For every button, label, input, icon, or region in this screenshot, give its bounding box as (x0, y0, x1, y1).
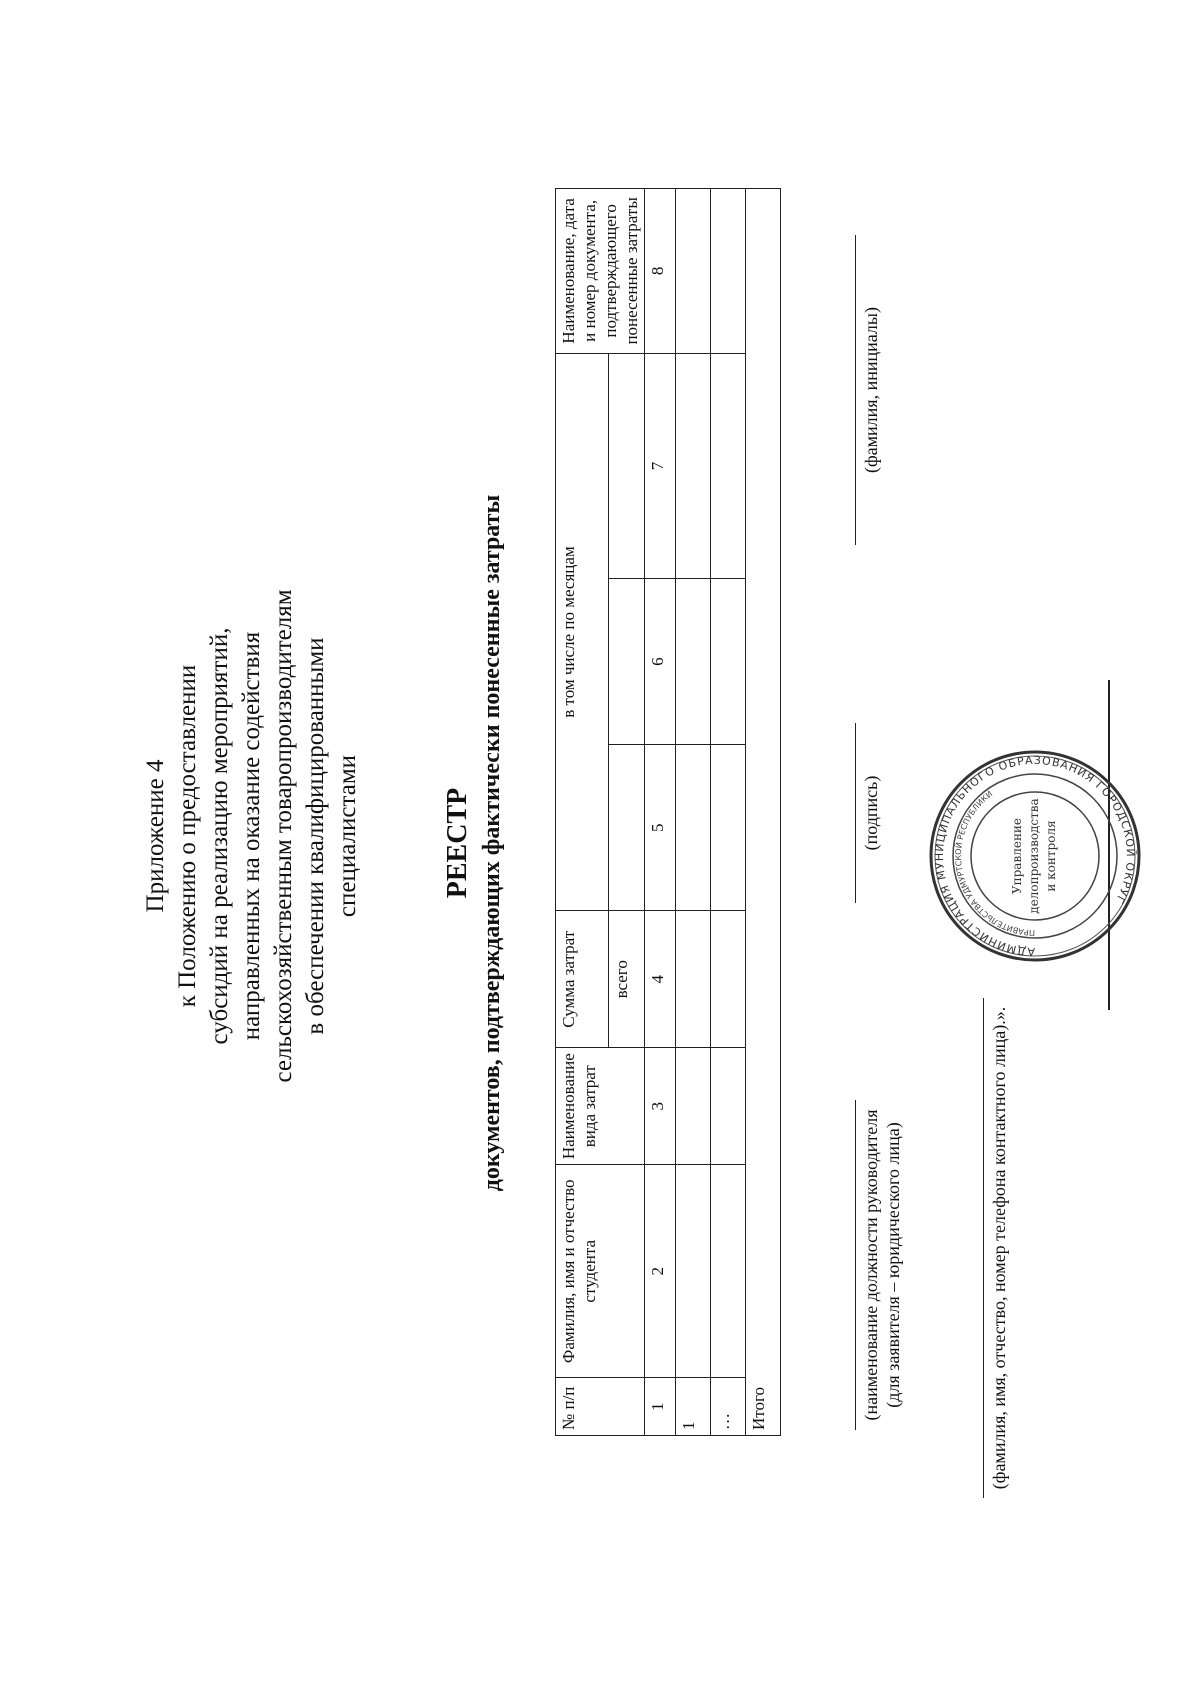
header-row (556, 189, 609, 1436)
column-number: 7 (645, 353, 676, 578)
row-num: 1 (676, 1378, 711, 1436)
initials-caption: (фамилия, инициалы) (861, 307, 881, 473)
column-number: 2 (645, 1165, 676, 1378)
seal-center-line: делопроизводства (1027, 798, 1041, 914)
cell (676, 579, 711, 745)
row-num: … (711, 1378, 746, 1436)
initials-block (855, 235, 882, 545)
table-row (676, 189, 711, 1436)
cell (711, 1165, 746, 1378)
register-title-sub: документов, подтверждающих фактически понесенные затраты (479, 494, 505, 1192)
register-table (555, 188, 781, 1436)
register-title (440, 230, 508, 1456)
annex-title: Приложение 4 (142, 759, 169, 913)
row-total-label: Итого (746, 189, 781, 1436)
signature-line (855, 723, 856, 903)
contact-caption: (фамилия, имя, отчество, номер телефона контактного лица).». (989, 1006, 1009, 1490)
cell (711, 579, 746, 745)
contact-block (983, 998, 1010, 1498)
signature-caption: (подпись) (861, 775, 881, 851)
seal-center-line: Управление (1010, 817, 1024, 895)
signature-block (855, 723, 882, 903)
column-number: 8 (645, 189, 676, 354)
cell (676, 745, 711, 911)
annex-line: направленных на оказание содействия (238, 631, 265, 1041)
header-document: Наименование, дата и номер документа, подтверждающего понесенные затраты (556, 189, 645, 354)
header-expense-type: Наименование вида затрат (556, 1048, 645, 1165)
header-student-name: Фамилия, имя и отчество студента (556, 1165, 645, 1378)
cell (676, 1165, 711, 1378)
cell (711, 745, 746, 911)
column-number: 5 (645, 745, 676, 911)
cell (711, 353, 746, 578)
seal-inner-text: ПРАВИТЕЛЬСТВА УДМУРТСКОЙ РЕСПУБЛИКИ (953, 789, 1036, 938)
cell (711, 189, 746, 354)
seal-outer-text: АДМИНИСТРАЦИЯ МУНИЦИПАЛЬНОГО ОБРАЗОВАНИЯ ГОРОДСКОЙ ОКРУГ (932, 753, 1138, 959)
annex-line: специалистами (334, 754, 361, 918)
annex-header (140, 416, 364, 1256)
signature-line (855, 1100, 856, 1430)
official-seal (925, 746, 1145, 966)
header-month-1 (608, 745, 644, 911)
column-number: 6 (645, 579, 676, 745)
register-title-main: РЕЕСТР (442, 787, 473, 899)
column-number: 3 (645, 1048, 676, 1165)
signature-line (983, 998, 984, 1498)
header-sum: Сумма затрат (556, 911, 609, 1048)
cell (676, 353, 711, 578)
annex-line: в обеспечении квалифицированными (302, 637, 329, 1035)
header-total: всего (608, 911, 644, 1048)
column-number: 1 (645, 1378, 676, 1436)
column-number: 4 (645, 911, 676, 1048)
header-month-3 (608, 353, 644, 578)
header-num: № п/п (556, 1378, 645, 1436)
cell (676, 189, 711, 354)
header-month-2 (608, 579, 644, 745)
table-row-total (746, 189, 781, 1436)
signature-line (855, 235, 856, 545)
annex-line: сельскохозяйственным товаропроизводителям (270, 589, 297, 1083)
position-caption: (наименование должности руководителя (для заявителя – юридического лица) (861, 1109, 903, 1421)
position-signature-block (855, 1100, 904, 1430)
cell (711, 1048, 746, 1165)
cell (676, 1048, 711, 1165)
cell (676, 911, 711, 1048)
table-row (711, 189, 746, 1436)
annex-line: к Положению о предоставлении (174, 664, 201, 1008)
cell (711, 911, 746, 1048)
annex-line: субсидий на реализацию мероприятий, (206, 627, 233, 1045)
column-number-row (645, 189, 676, 1436)
seal-center-line: и контроля (1044, 820, 1058, 892)
header-months: в том числе по месяцам (556, 353, 609, 911)
